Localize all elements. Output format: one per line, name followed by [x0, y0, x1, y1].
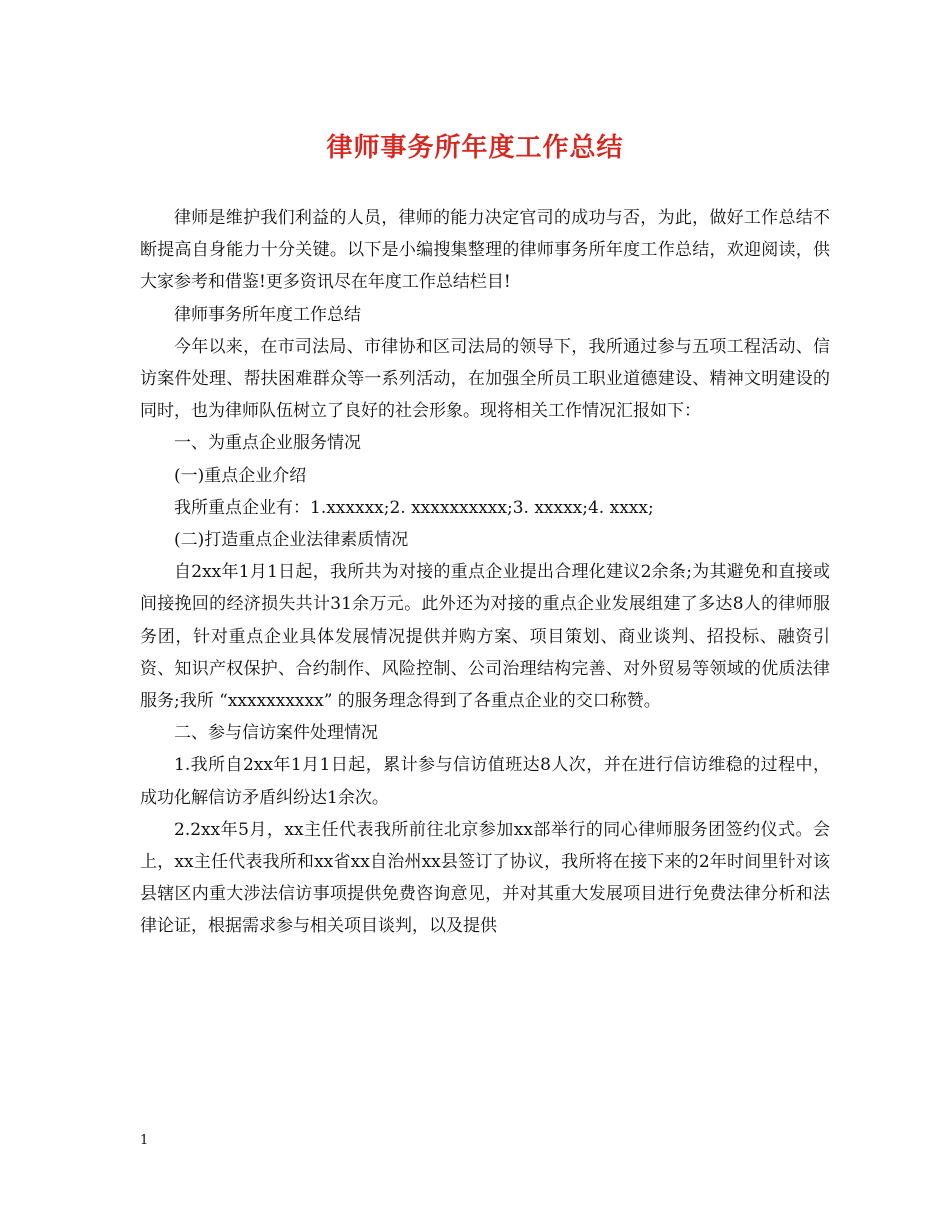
document-body [140, 202, 830, 943]
subsection-heading-1-2: (二)打造重点企业法律素质情况 [174, 530, 409, 551]
section-heading-1: 一、为重点企业服务情况 [174, 433, 361, 454]
section-heading-2: 二、参与信访案件处理情况 [174, 723, 378, 744]
page-number: 1 [140, 1133, 149, 1148]
document-title: 律师事务所年度工作总结 [326, 133, 624, 163]
subsection-heading-1-1: (一)重点企业介绍 [174, 465, 307, 486]
paragraph-legal-services: 自2xx年1月1日起，我所共为对接的重点企业提出合理化建议2余条;为其避免和直接或间接挽回的经济损失共计31余万元。此外还为对接的重点企业发展组建了多达8人的律师服务团，针对重点企业具体发展情况提供并购方案、项目策划、商业谈判、招投标、融资引资、知识产权保护、合约制作、风险控制、公司治理结构完善、对外贸易等领域的优质法律服务;我所 “xxxxxxxxxx” 的服务理念得到了各重点企业的交口称赞。 [140, 562, 830, 712]
paragraph-key-enterprises: 我所重点企业有：1.xxxxxx;2. xxxxxxxxxx;3. xxxxx;4. xxxx; [174, 497, 654, 518]
paragraph-petition-2: 2.2xx年5月，xx主任代表我所前往北京参加xx部举行的同心律师服务团签约仪式。会上，xx主任代表我所和xx省xx自治州xx县签订了协议，我所将在接下来的2年时间里针对该县辖区内重大涉法信访事项提供免费咨询意见，并对其重大发展项目进行免费法律分析和法律论证，根据需求参与相关项目谈判，以及提供 [140, 819, 830, 937]
paragraph-petition-1: 1.我所自2xx年1月1日起，累计参与信访值班达8人次，并在进行信访维稳的过程中，成功化解信访矛盾纠纷达1余次。 [140, 755, 830, 808]
paragraph-intro: 律师是维护我们利益的人员，律师的能力决定官司的成功与否，为此，做好工作总结不断提高自身能力十分关键。以下是小编搜集整理的律师事务所年度工作总结，欢迎阅读，供大家参考和借鉴!更多资讯尽在年度工作总结栏目! [140, 208, 830, 293]
paragraph-subtitle: 律师事务所年度工作总结 [174, 304, 361, 325]
paragraph-overview: 今年以来，在市司法局、市律协和区司法局的领导下，我所通过参与五项工程活动、信访案件处理、帮扶困难群众等一系列活动，在加强全所员工职业道德建设、精神文明建设的同时，也为律师队伍树立了良好的社会形象。现将相关工作情况汇报如下： [140, 336, 830, 422]
